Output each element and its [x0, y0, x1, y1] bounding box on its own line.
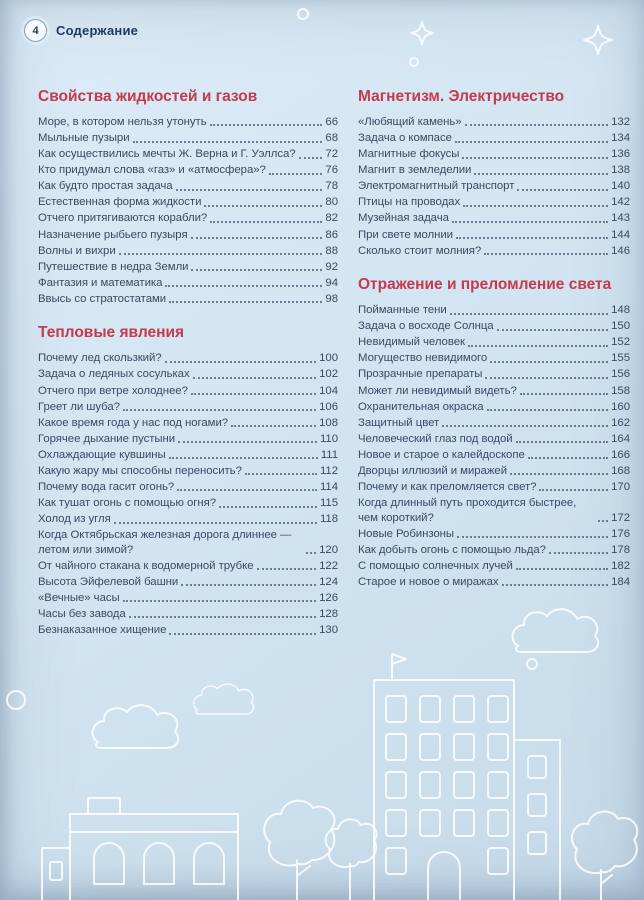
entry-page-number: 156 — [611, 368, 630, 381]
toc-entry — [38, 147, 338, 161]
toc-entry — [358, 448, 630, 462]
entry-page-number: 114 — [319, 480, 338, 493]
entry-title: Отчего притягиваются корабли? — [38, 212, 208, 225]
toc-entry — [38, 496, 338, 510]
entry-page-number: 82 — [325, 212, 338, 225]
dot-leader — [129, 616, 317, 618]
entry-page-number: 176 — [611, 527, 630, 540]
toc-entry — [38, 400, 338, 414]
dot-leader — [497, 329, 609, 331]
contents-title: Содержание — [56, 23, 139, 38]
entry-title: Кто придумал слова «газ» и «атмосфера»? — [38, 164, 266, 177]
dot-leader — [210, 221, 322, 223]
toc-entry — [358, 179, 630, 193]
entry-page-number: 112 — [319, 464, 338, 477]
toc-entry — [38, 292, 338, 306]
entry-page-number: 132 — [611, 116, 630, 128]
entry-title: «Вечные» часы — [38, 591, 120, 604]
dot-leader — [549, 552, 608, 554]
toc-entry — [38, 559, 338, 573]
entry-title: Может ли невидимый видеть? — [358, 384, 517, 397]
entry-page-number: 136 — [611, 148, 630, 161]
entry-title: Дворцы иллюзий и миражей — [358, 464, 508, 477]
dot-leader — [114, 522, 317, 524]
toc-entry — [358, 195, 630, 209]
entry-title: Прозрачные препараты — [358, 368, 483, 381]
entry-title: Почему вода гасит огонь? — [38, 480, 175, 493]
section-heading: Магнетизм. Электричество — [358, 88, 565, 105]
entry-title: Охранительная окраска — [358, 400, 484, 413]
entry-page-number: 152 — [611, 336, 630, 349]
building-illustration — [42, 798, 238, 900]
toc-entry — [358, 464, 630, 478]
dot-leader — [539, 489, 608, 491]
toc-entry — [38, 351, 338, 365]
toc-entry — [38, 131, 338, 145]
toc-entry — [38, 623, 338, 637]
dot-leader — [257, 568, 317, 570]
dot-leader — [123, 409, 316, 411]
entry-page-number: 102 — [319, 368, 338, 381]
entry-title: Электромагнитный транспорт — [358, 180, 515, 193]
dot-leader — [231, 425, 316, 427]
entry-page-number: 122 — [319, 559, 338, 572]
dot-leader — [487, 409, 609, 411]
entry-page-number: 94 — [325, 276, 338, 289]
toc-columns — [38, 88, 630, 639]
dot-leader — [169, 301, 322, 303]
dot-leader — [119, 253, 323, 255]
entry-page-number: 78 — [325, 180, 338, 193]
entry-title: С помощью солнечных лучей — [358, 559, 513, 572]
entry-title: Греет ли шуба? — [38, 400, 120, 413]
section-heading: Тепловые явления — [38, 324, 185, 342]
toc-entry — [358, 211, 630, 225]
toc-entry — [38, 448, 338, 462]
toc-entry — [358, 527, 630, 541]
entry-title: Мыльные пузыри — [38, 132, 130, 145]
dot-leader — [502, 584, 609, 586]
entry-page-number: 148 — [611, 304, 630, 317]
entry-page-number: 126 — [319, 591, 338, 604]
entry-page-number: 184 — [611, 575, 630, 588]
dot-leader — [442, 425, 608, 427]
entry-title: Горячее дыхание пустыни — [38, 432, 176, 445]
dot-leader — [517, 189, 608, 191]
cloud-icon — [93, 705, 179, 748]
dot-leader — [123, 600, 317, 602]
entry-title: Когда Октябрьская железная дорога длиннее — летом или зимой? — [38, 529, 292, 556]
entry-page-number: 172 — [611, 511, 630, 524]
dot-leader — [468, 345, 608, 347]
toc-entry — [358, 559, 630, 573]
entry-page-number: 170 — [611, 480, 630, 493]
toc-entry — [358, 416, 630, 430]
entry-title: Ввысь со стратостатами — [38, 292, 167, 305]
dot-leader — [191, 393, 316, 395]
toc-entry — [38, 432, 338, 446]
toc-entry — [358, 351, 630, 365]
dot-leader — [306, 552, 316, 554]
dot-leader — [474, 173, 608, 175]
entry-page-number: 158 — [611, 384, 630, 397]
entry-page-number: 146 — [611, 244, 630, 257]
entry-page-number: 80 — [325, 196, 338, 209]
entry-page-number: 108 — [319, 416, 338, 429]
page-number-badge — [24, 19, 47, 42]
tree-icon — [264, 801, 334, 900]
dot-leader — [516, 568, 608, 570]
entry-page-number: 150 — [611, 320, 630, 333]
toc-section — [358, 88, 630, 258]
entry-title: Путешествие в недра Земли — [38, 260, 189, 273]
toc-entry — [358, 228, 630, 242]
dot-leader — [456, 237, 608, 239]
toc-entry — [38, 367, 338, 381]
entry-page-number: 104 — [319, 384, 338, 397]
dot-leader — [176, 189, 323, 191]
toc-entry — [38, 464, 338, 478]
entry-page-number: 120 — [319, 543, 338, 556]
dot-leader — [485, 377, 608, 379]
toc-entry — [38, 260, 338, 274]
section-heading: Отражение и преломление света — [358, 276, 612, 294]
entry-title: Почему и как преломляется свет? — [358, 480, 537, 493]
entry-title: Высота Эйфелевой башни — [38, 575, 179, 588]
cloud-icon — [194, 684, 254, 714]
toc-entry — [38, 528, 338, 557]
toc-entry — [358, 147, 630, 161]
circle-ornament — [410, 58, 418, 66]
entry-title: Как добыть огонь с помощью льда? — [358, 543, 546, 556]
entry-title: Почему лед скользкий? — [38, 352, 162, 365]
dot-leader — [455, 141, 608, 143]
dot-leader — [177, 489, 317, 491]
entry-page-number: 138 — [611, 164, 630, 177]
entry-title: От чайного стакана к водомерной трубке — [38, 559, 254, 572]
entry-title: Холод из угля — [38, 513, 111, 526]
toc-entry — [38, 416, 338, 430]
toc-entry — [38, 575, 338, 589]
dot-leader — [181, 584, 316, 586]
entry-title: Задача о компасе — [358, 132, 452, 145]
toc-entry — [38, 512, 338, 526]
circle-ornament — [298, 9, 308, 19]
entry-page-number: 160 — [611, 400, 630, 413]
entry-page-number: 115 — [319, 497, 338, 510]
toc-entry — [358, 496, 630, 525]
entry-title: Новое и старое о калейдоскопе — [358, 448, 525, 461]
dot-leader — [165, 285, 322, 287]
entry-title: Безнаказанное хищение — [38, 624, 167, 637]
toc-entry — [358, 163, 630, 177]
toc-column-right — [358, 88, 630, 639]
toc-entry — [358, 384, 630, 398]
dot-leader — [516, 441, 609, 443]
entry-title: Фантазия и математика — [38, 276, 163, 289]
toc-entry — [38, 195, 338, 209]
entry-page-number: 134 — [611, 132, 630, 145]
entry-page-number: 164 — [611, 432, 630, 445]
entry-title: Птицы на проводах — [358, 196, 461, 209]
dot-leader — [191, 269, 322, 271]
entry-page-number: 124 — [319, 575, 338, 588]
toc-entry — [358, 575, 630, 589]
entry-title: «Любящий камень» — [358, 116, 462, 128]
entry-page-number: 66 — [325, 116, 338, 128]
dot-leader — [510, 473, 608, 475]
entry-page-number: 118 — [319, 513, 338, 526]
entry-title: Море, в котором нельзя утонуть — [38, 116, 207, 128]
dot-leader — [528, 457, 608, 459]
dot-leader — [245, 473, 317, 475]
tree-icon — [572, 812, 637, 900]
toc-entry — [358, 131, 630, 145]
toc-entry — [38, 384, 338, 398]
entry-page-number: 106 — [319, 400, 338, 413]
dot-leader — [210, 124, 323, 126]
entry-page-number: 140 — [611, 180, 630, 193]
dot-leader — [598, 520, 608, 522]
page-number: 4 — [32, 24, 39, 37]
entry-page-number: 76 — [325, 164, 338, 177]
toc-entry — [358, 319, 630, 333]
entry-title: Как будто простая задача — [38, 180, 173, 193]
entry-page-number: 72 — [325, 148, 338, 161]
tree-icon — [326, 819, 377, 900]
page-header — [24, 19, 138, 42]
building-illustration — [374, 654, 514, 900]
entry-page-number: 111 — [320, 448, 338, 461]
entry-title: Магнитные фокусы — [358, 148, 460, 161]
entry-title: Могущество невидимого — [358, 352, 488, 365]
entry-title: Старое и новое о миражах — [358, 575, 499, 588]
entry-title: Защитный цвет — [358, 416, 440, 429]
entry-page-number: 100 — [319, 352, 338, 365]
dot-leader — [457, 536, 608, 538]
toc-entry — [38, 591, 338, 605]
section-heading: Свойства жидкостей и газов — [38, 88, 258, 105]
entry-page-number: 162 — [611, 416, 630, 429]
toc-entry — [38, 115, 338, 129]
entry-page-number: 130 — [319, 624, 338, 637]
toc-entry — [358, 432, 630, 446]
toc-entry — [358, 543, 630, 557]
dot-leader — [204, 205, 322, 207]
entry-page-number: 86 — [325, 228, 338, 241]
dot-leader — [490, 361, 608, 363]
dot-leader — [462, 157, 608, 159]
toc-entry — [38, 163, 338, 177]
entry-title: Охлаждающие кувшины — [38, 448, 166, 461]
dot-leader — [133, 141, 323, 143]
entry-title: Какое время года у нас под ногами? — [38, 416, 229, 429]
entry-page-number: 142 — [611, 196, 630, 209]
entry-page-number: 68 — [325, 132, 338, 145]
entry-title: Сколько стоит молния? — [358, 244, 482, 257]
toc-entry — [38, 179, 338, 193]
entry-page-number: 110 — [319, 432, 338, 445]
dot-leader — [169, 633, 316, 635]
building-illustration — [514, 740, 560, 900]
entry-title: Невидимый человек — [358, 336, 465, 349]
dot-leader — [299, 157, 323, 159]
toc-entry — [358, 480, 630, 494]
entry-page-number: 92 — [325, 260, 338, 273]
sparkle-icon — [411, 22, 433, 44]
entry-title: Естественная форма жидкости — [38, 196, 202, 209]
dot-leader — [191, 237, 323, 239]
entry-page-number: 178 — [611, 543, 630, 556]
entry-title: Новые Робинзоны — [358, 527, 455, 540]
dot-leader — [450, 313, 608, 315]
entry-title: Задача о восходе Солнца — [358, 320, 494, 333]
entry-title: Отчего при ветре холоднее? — [38, 384, 188, 397]
toc-entry — [38, 228, 338, 242]
toc-entry — [358, 303, 630, 317]
entry-page-number: 182 — [611, 559, 630, 572]
toc-entry — [358, 115, 630, 129]
entry-page-number: 166 — [611, 448, 630, 461]
dot-leader — [463, 205, 608, 207]
dot-leader — [219, 506, 317, 508]
entry-title: Часы без завода — [38, 608, 126, 620]
dot-leader — [452, 221, 608, 223]
toc-entry — [38, 480, 338, 494]
toc-section — [38, 88, 338, 306]
toc-section — [38, 324, 338, 637]
entry-page-number: 128 — [319, 608, 338, 620]
dot-leader — [165, 361, 317, 363]
entry-title: Когда длинный путь проходится быстрее, чем короткий? — [358, 497, 577, 524]
toc-entry — [358, 400, 630, 414]
entry-title: Магнит в земледелии — [358, 164, 472, 177]
entry-title: Пойманные тени — [358, 304, 447, 317]
entry-title: Какую жару мы способны переносить? — [38, 464, 242, 477]
toc-entry — [38, 276, 338, 290]
circle-ornament — [527, 659, 537, 669]
entry-title: Задача о ледяных сосульках — [38, 368, 190, 381]
entry-page-number: 144 — [611, 228, 630, 241]
entry-title: Волны и вихри — [38, 244, 116, 257]
entry-page-number: 88 — [325, 244, 338, 257]
entry-title: Как осуществились мечты Ж. Верна и Г. Уэллса? — [38, 148, 296, 161]
toc-entry — [358, 244, 630, 258]
dot-leader — [193, 377, 317, 379]
sparkle-icon — [584, 26, 612, 54]
toc-entry — [358, 335, 630, 349]
dot-leader — [178, 441, 317, 443]
dot-leader — [484, 253, 608, 255]
entry-page-number: 98 — [325, 292, 338, 305]
entry-title: Как тушат огонь с помощью огня? — [38, 497, 217, 510]
circle-ornament — [7, 691, 25, 709]
toc-entry — [358, 367, 630, 381]
entry-page-number: 155 — [611, 352, 630, 365]
entry-title: Назначение рыбьего пузыря — [38, 228, 188, 241]
toc-entry — [38, 211, 338, 225]
entry-title: При свете молнии — [358, 228, 453, 241]
toc-entry — [38, 244, 338, 258]
toc-section — [358, 276, 630, 589]
dot-leader — [169, 457, 318, 459]
entry-page-number: 168 — [611, 464, 630, 477]
dot-leader — [269, 173, 323, 175]
entry-title: Человеческий глаз под водой — [358, 432, 513, 445]
toc-column-left — [38, 88, 338, 639]
toc-entry — [38, 607, 338, 621]
dot-leader — [520, 393, 608, 395]
entry-page-number: 143 — [611, 212, 630, 225]
dot-leader — [465, 124, 609, 126]
entry-title: Музейная задача — [358, 212, 449, 225]
